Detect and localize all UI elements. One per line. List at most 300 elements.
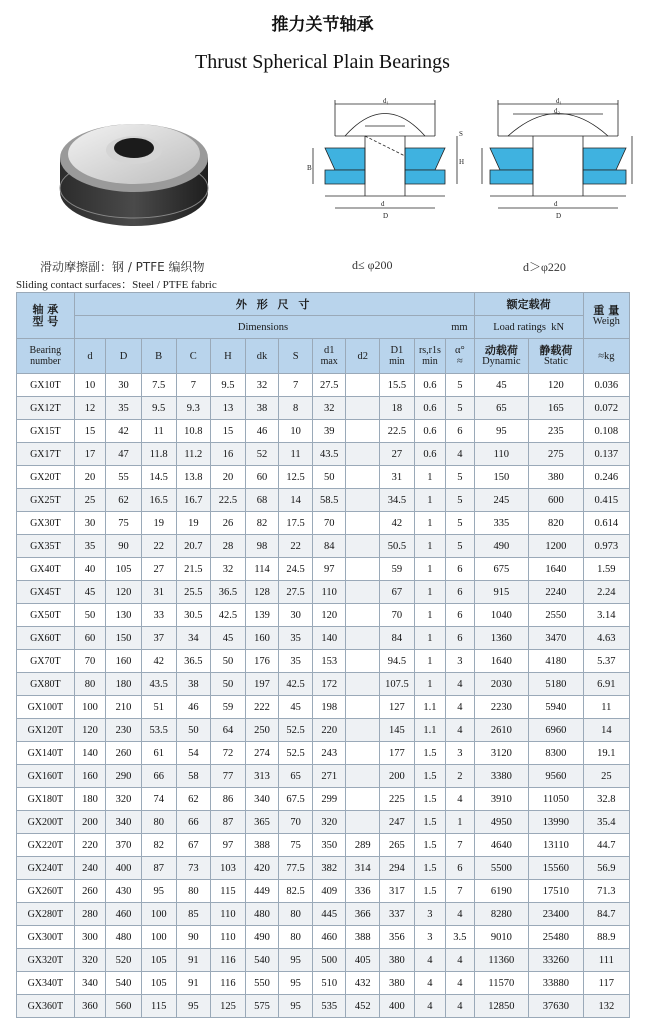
cell-alpha: 7: [446, 880, 474, 903]
cell-S: 7: [279, 374, 313, 397]
cell-D: 320: [106, 788, 142, 811]
cell-D: 35: [106, 397, 142, 420]
cell-D: 120: [106, 581, 142, 604]
cell-dynamic: 675: [474, 558, 529, 581]
cell-weight: 132: [583, 995, 629, 1018]
table-row: [17, 949, 630, 972]
cell-D1: 177: [380, 742, 415, 765]
cell-B: 105: [141, 972, 176, 995]
cell-static: 5940: [529, 696, 584, 719]
cell-dk: 575: [245, 995, 279, 1018]
cell-H: 28: [211, 535, 246, 558]
col-D1: D1 min: [380, 339, 415, 374]
table-row: [17, 926, 630, 949]
cell-d1: 220: [312, 719, 346, 742]
header-dimensions: 外 形 尺 寸: [74, 293, 474, 316]
cell-weight: 3.14: [583, 604, 629, 627]
cell-model: GX140T: [17, 742, 75, 765]
spec-table-body: [17, 374, 630, 1018]
cell-dk: 250: [245, 719, 279, 742]
col-C: C: [176, 339, 211, 374]
cell-D: 30: [106, 374, 142, 397]
cell-model: GX160T: [17, 765, 75, 788]
cell-model: GX80T: [17, 673, 75, 696]
cell-H: 20: [211, 466, 246, 489]
cell-H: 50: [211, 673, 246, 696]
cell-d1: 198: [312, 696, 346, 719]
cell-weight: 6.91: [583, 673, 629, 696]
cell-dynamic: 9010: [474, 926, 529, 949]
cell-d: 35: [74, 535, 105, 558]
col-dk: dk: [245, 339, 279, 374]
cell-rs: 1.5: [414, 765, 445, 788]
cell-weight: 44.7: [583, 834, 629, 857]
cell-D1: 34.5: [380, 489, 415, 512]
cell-B: 27: [141, 558, 176, 581]
table-row: [17, 765, 630, 788]
cell-dk: 38: [245, 397, 279, 420]
header-model-en: Bearing number: [17, 339, 75, 374]
cell-alpha: 3.5: [446, 926, 474, 949]
cell-D1: 380: [380, 972, 415, 995]
cell-dk: 540: [245, 949, 279, 972]
cell-d: 25: [74, 489, 105, 512]
cell-rs: 1: [414, 535, 445, 558]
cell-rs: 1.5: [414, 742, 445, 765]
cell-d1: 27.5: [312, 374, 346, 397]
cell-alpha: 2: [446, 765, 474, 788]
cell-D: 290: [106, 765, 142, 788]
cell-H: 9.5: [211, 374, 246, 397]
cell-d2: 336: [346, 880, 380, 903]
cell-model: GX120T: [17, 719, 75, 742]
cell-D: 340: [106, 811, 142, 834]
cell-d2: [346, 742, 380, 765]
cell-static: 13990: [529, 811, 584, 834]
cell-D: 460: [106, 903, 142, 926]
cell-weight: 25: [583, 765, 629, 788]
cell-weight: 71.3: [583, 880, 629, 903]
table-row: [17, 466, 630, 489]
cell-D1: 27: [380, 443, 415, 466]
cell-C: 25.5: [176, 581, 211, 604]
cell-rs: 1: [414, 650, 445, 673]
label-s: S: [459, 130, 463, 138]
cell-C: 36.5: [176, 650, 211, 673]
col-static: 静载荷 Static: [529, 339, 584, 374]
cell-dk: 160: [245, 627, 279, 650]
cell-S: 24.5: [279, 558, 313, 581]
label-d1: d₁: [383, 97, 389, 105]
cell-rs: 1.5: [414, 788, 445, 811]
cell-rs: 1: [414, 489, 445, 512]
cell-d1: 409: [312, 880, 346, 903]
cell-static: 33260: [529, 949, 584, 972]
cell-d: 160: [74, 765, 105, 788]
cell-H: 110: [211, 926, 246, 949]
cell-B: 16.5: [141, 489, 176, 512]
cell-H: 110: [211, 903, 246, 926]
cell-D1: 67: [380, 581, 415, 604]
cell-d1: 110: [312, 581, 346, 604]
cell-dynamic: 2610: [474, 719, 529, 742]
cell-alpha: 4: [446, 788, 474, 811]
cell-d: 45: [74, 581, 105, 604]
cell-model: GX280T: [17, 903, 75, 926]
cell-B: 74: [141, 788, 176, 811]
cell-B: 11.8: [141, 443, 176, 466]
cell-rs: 4: [414, 995, 445, 1018]
cell-alpha: 4: [446, 903, 474, 926]
cell-d1: 58.5: [312, 489, 346, 512]
cell-D1: 200: [380, 765, 415, 788]
label-d: d: [381, 200, 385, 208]
cell-dynamic: 1640: [474, 650, 529, 673]
cell-weight: 0.108: [583, 420, 629, 443]
cell-model: GX45T: [17, 581, 75, 604]
cell-d1: 39: [312, 420, 346, 443]
cell-S: 75: [279, 834, 313, 857]
cell-S: 67.5: [279, 788, 313, 811]
cell-B: 31: [141, 581, 176, 604]
cell-H: 16: [211, 443, 246, 466]
cell-d2: [346, 558, 380, 581]
cell-D1: 247: [380, 811, 415, 834]
cell-H: 59: [211, 696, 246, 719]
cell-S: 70: [279, 811, 313, 834]
cell-H: 77: [211, 765, 246, 788]
cell-D1: 107.5: [380, 673, 415, 696]
cell-S: 52.5: [279, 742, 313, 765]
cell-static: 4180: [529, 650, 584, 673]
cell-S: 82.5: [279, 880, 313, 903]
cell-d: 20: [74, 466, 105, 489]
cell-dynamic: 245: [474, 489, 529, 512]
cell-static: 6960: [529, 719, 584, 742]
cell-H: 32: [211, 558, 246, 581]
cell-dk: 490: [245, 926, 279, 949]
cell-rs: 1: [414, 604, 445, 627]
cell-static: 33880: [529, 972, 584, 995]
cell-static: 17510: [529, 880, 584, 903]
cell-weight: 35.4: [583, 811, 629, 834]
cell-weight: 0.415: [583, 489, 629, 512]
table-row: [17, 397, 630, 420]
cell-d: 120: [74, 719, 105, 742]
cell-D: 400: [106, 857, 142, 880]
cell-H: 97: [211, 834, 246, 857]
cell-alpha: 5: [446, 466, 474, 489]
cell-D: 180: [106, 673, 142, 696]
cell-d2: 366: [346, 903, 380, 926]
cell-d1: 243: [312, 742, 346, 765]
cell-dk: 52: [245, 443, 279, 466]
cell-weight: 0.614: [583, 512, 629, 535]
cell-B: 115: [141, 995, 176, 1018]
cell-static: 380: [529, 466, 584, 489]
cell-dk: 274: [245, 742, 279, 765]
cell-C: 66: [176, 811, 211, 834]
cell-dk: 60: [245, 466, 279, 489]
cell-C: 9.3: [176, 397, 211, 420]
cell-D: 370: [106, 834, 142, 857]
cell-C: 16.7: [176, 489, 211, 512]
table-row: [17, 903, 630, 926]
cell-D: 130: [106, 604, 142, 627]
col-rs: rs,r1s min: [414, 339, 445, 374]
cell-rs: 4: [414, 949, 445, 972]
cell-rs: 1.1: [414, 719, 445, 742]
cell-D1: 317: [380, 880, 415, 903]
cell-C: 13.8: [176, 466, 211, 489]
cell-S: 22: [279, 535, 313, 558]
cell-D: 55: [106, 466, 142, 489]
cell-D: 230: [106, 719, 142, 742]
cell-C: 20.7: [176, 535, 211, 558]
cell-dk: 313: [245, 765, 279, 788]
cell-alpha: 6: [446, 857, 474, 880]
cell-H: 103: [211, 857, 246, 880]
cell-C: 38: [176, 673, 211, 696]
cell-d2: [346, 673, 380, 696]
cell-dk: 82: [245, 512, 279, 535]
cell-D1: 50.5: [380, 535, 415, 558]
cell-B: 87: [141, 857, 176, 880]
cell-d1: 153: [312, 650, 346, 673]
cell-d1: 271: [312, 765, 346, 788]
cell-dk: 176: [245, 650, 279, 673]
cell-static: 5180: [529, 673, 584, 696]
table-row: [17, 374, 630, 397]
cell-D: 260: [106, 742, 142, 765]
cell-d1: 140: [312, 627, 346, 650]
cell-S: 45: [279, 696, 313, 719]
cell-d1: 172: [312, 673, 346, 696]
cell-d2: [346, 581, 380, 604]
cell-D1: 127: [380, 696, 415, 719]
cell-static: 25480: [529, 926, 584, 949]
table-row: [17, 719, 630, 742]
cell-dk: 32: [245, 374, 279, 397]
cell-weight: 88.9: [583, 926, 629, 949]
cell-static: 165: [529, 397, 584, 420]
cell-alpha: 4: [446, 696, 474, 719]
cell-d: 220: [74, 834, 105, 857]
cell-B: 14.5: [141, 466, 176, 489]
cell-static: 2240: [529, 581, 584, 604]
label-d1-large: d₁: [556, 97, 562, 105]
cell-model: GX240T: [17, 857, 75, 880]
cell-static: 13110: [529, 834, 584, 857]
col-weight-unit: ≈kg: [583, 339, 629, 374]
cell-dk: 340: [245, 788, 279, 811]
cell-rs: 1.1: [414, 696, 445, 719]
cell-d1: 350: [312, 834, 346, 857]
cell-d2: [346, 604, 380, 627]
cell-alpha: 6: [446, 581, 474, 604]
cell-C: 91: [176, 972, 211, 995]
cell-static: 235: [529, 420, 584, 443]
header-model-cn: 轴 承 型 号: [17, 293, 75, 339]
cell-H: 36.5: [211, 581, 246, 604]
cell-H: 15: [211, 420, 246, 443]
cell-d: 240: [74, 857, 105, 880]
cell-B: 100: [141, 903, 176, 926]
cell-D: 560: [106, 995, 142, 1018]
cell-dynamic: 1360: [474, 627, 529, 650]
cell-weight: 0.072: [583, 397, 629, 420]
cell-rs: 1: [414, 581, 445, 604]
cell-dynamic: 3380: [474, 765, 529, 788]
cell-S: 35: [279, 650, 313, 673]
cell-d: 100: [74, 696, 105, 719]
cell-d: 10: [74, 374, 105, 397]
cell-model: GX300T: [17, 926, 75, 949]
table-row: [17, 811, 630, 834]
cell-B: 9.5: [141, 397, 176, 420]
cell-dk: 550: [245, 972, 279, 995]
cell-weight: 11: [583, 696, 629, 719]
table-row: [17, 535, 630, 558]
cell-d: 200: [74, 811, 105, 834]
cell-weight: 19.1: [583, 742, 629, 765]
cell-dynamic: 490: [474, 535, 529, 558]
cell-dk: 114: [245, 558, 279, 581]
table-row: [17, 558, 630, 581]
table-row: [17, 995, 630, 1018]
cell-C: 50: [176, 719, 211, 742]
cell-d: 320: [74, 949, 105, 972]
cell-d1: 299: [312, 788, 346, 811]
cell-H: 87: [211, 811, 246, 834]
cell-rs: 0.6: [414, 420, 445, 443]
cell-H: 116: [211, 949, 246, 972]
cell-model: GX30T: [17, 512, 75, 535]
cell-d2: [346, 443, 380, 466]
cell-static: 8300: [529, 742, 584, 765]
cell-alpha: 3: [446, 650, 474, 673]
cell-model: GX220T: [17, 834, 75, 857]
cell-d: 12: [74, 397, 105, 420]
table-row: [17, 489, 630, 512]
cell-D: 520: [106, 949, 142, 972]
cell-d1: 320: [312, 811, 346, 834]
col-d2: d2: [346, 339, 380, 374]
cell-alpha: 5: [446, 535, 474, 558]
title-chinese: 推力关节轴承: [271, 15, 374, 35]
cell-weight: 0.973: [583, 535, 629, 558]
cell-alpha: 5: [446, 374, 474, 397]
cell-D1: 15.5: [380, 374, 415, 397]
cell-d: 70: [74, 650, 105, 673]
cell-d1: 120: [312, 604, 346, 627]
cell-S: 27.5: [279, 581, 313, 604]
cell-static: 9560: [529, 765, 584, 788]
cell-D1: 225: [380, 788, 415, 811]
cell-dk: 480: [245, 903, 279, 926]
cell-d: 50: [74, 604, 105, 627]
cell-D: 210: [106, 696, 142, 719]
cell-model: GX35T: [17, 535, 75, 558]
cell-dk: 98: [245, 535, 279, 558]
cell-C: 80: [176, 880, 211, 903]
cell-H: 115: [211, 880, 246, 903]
cell-dynamic: 2230: [474, 696, 529, 719]
table-row: [17, 788, 630, 811]
caption-small-size: d≤ φ200: [352, 258, 393, 272]
cell-S: 42.5: [279, 673, 313, 696]
cell-weight: 14: [583, 719, 629, 742]
cell-rs: 0.6: [414, 374, 445, 397]
cell-S: 95: [279, 995, 313, 1018]
cell-C: 62: [176, 788, 211, 811]
cell-alpha: 4: [446, 972, 474, 995]
cell-D: 47: [106, 443, 142, 466]
cell-static: 120: [529, 374, 584, 397]
cell-rs: 0.6: [414, 397, 445, 420]
cell-S: 30: [279, 604, 313, 627]
cell-D1: 400: [380, 995, 415, 1018]
cell-alpha: 5: [446, 512, 474, 535]
cell-D1: 94.5: [380, 650, 415, 673]
cell-d: 280: [74, 903, 105, 926]
cell-C: 11.2: [176, 443, 211, 466]
cell-H: 50: [211, 650, 246, 673]
cell-C: 73: [176, 857, 211, 880]
cell-B: 80: [141, 811, 176, 834]
cell-weight: 0.137: [583, 443, 629, 466]
col-B: B: [141, 339, 176, 374]
cell-model: GX360T: [17, 995, 75, 1018]
cell-model: GX70T: [17, 650, 75, 673]
cell-D: 75: [106, 512, 142, 535]
cell-D: 430: [106, 880, 142, 903]
cell-dynamic: 4640: [474, 834, 529, 857]
cell-C: 19: [176, 512, 211, 535]
cell-D1: 31: [380, 466, 415, 489]
cell-D1: 337: [380, 903, 415, 926]
cell-C: 21.5: [176, 558, 211, 581]
cell-weight: 56.9: [583, 857, 629, 880]
cell-B: 105: [141, 949, 176, 972]
cell-S: 52.5: [279, 719, 313, 742]
cell-d2: 388: [346, 926, 380, 949]
cell-B: 33: [141, 604, 176, 627]
cell-rs: 1: [414, 466, 445, 489]
cell-H: 22.5: [211, 489, 246, 512]
cell-weight: 32.8: [583, 788, 629, 811]
cell-dk: 449: [245, 880, 279, 903]
cell-d: 180: [74, 788, 105, 811]
cell-weight: 5.37: [583, 650, 629, 673]
cell-model: GX10T: [17, 374, 75, 397]
table-row: [17, 880, 630, 903]
cell-d2: [346, 397, 380, 420]
cell-model: GX40T: [17, 558, 75, 581]
cell-d2: [346, 696, 380, 719]
cell-B: 53.5: [141, 719, 176, 742]
cell-D1: 380: [380, 949, 415, 972]
cell-alpha: 4: [446, 673, 474, 696]
cell-dynamic: 95: [474, 420, 529, 443]
section-diagram-small: [305, 96, 475, 246]
cell-dk: 139: [245, 604, 279, 627]
cell-model: GX17T: [17, 443, 75, 466]
title-english: Thrust Spherical Plain Bearings: [195, 51, 450, 73]
cell-dynamic: 1040: [474, 604, 529, 627]
cell-S: 10: [279, 420, 313, 443]
col-dynamic: 动载荷 Dynamic: [474, 339, 529, 374]
